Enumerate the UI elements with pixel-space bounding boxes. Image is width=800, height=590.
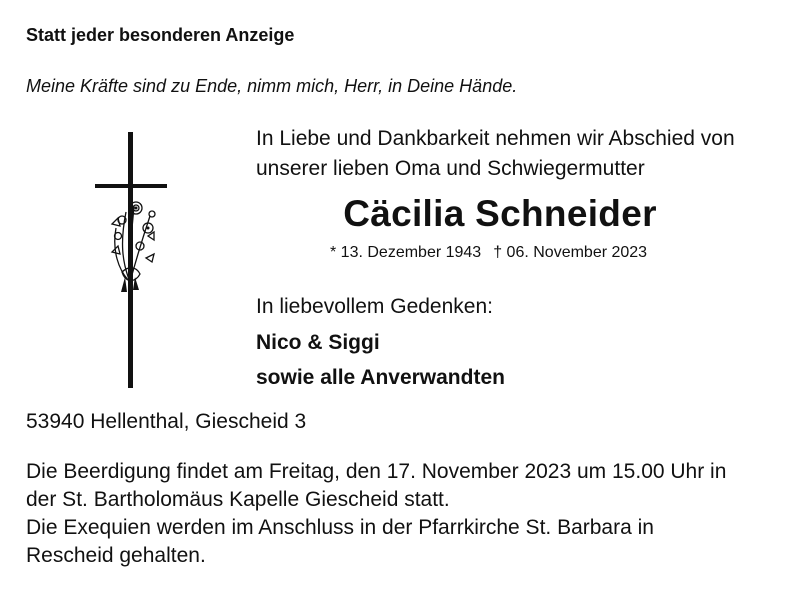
memory-label: In liebevollem Gedenken: — [256, 295, 493, 318]
funeral-line: Die Exequien werden im Anschluss in der Pfarrkirche St. Barbara in — [26, 516, 654, 539]
intro-line: unserer lieben Oma und Schwiegermutter — [256, 157, 645, 180]
deceased-name: Cäcilia Schneider — [343, 193, 657, 234]
notice-heading: Statt jeder besonderen Anzeige — [26, 25, 295, 45]
life-dates — [330, 244, 647, 262]
death-date: † 06. November 2023 — [493, 244, 648, 261]
funeral-line: Die Beerdigung findet am Freitag, den 17. November 2023 um 15.00 Uhr in — [26, 460, 727, 483]
birth-date: * 13. Dezember 1943 — [330, 244, 482, 261]
motto-quote: Meine Kräfte sind zu Ende, nimm mich, Herr, in Deine Hände. — [26, 76, 518, 96]
intro-line: In Liebe und Dankbarkeit nehmen wir Abschied von — [256, 127, 735, 150]
funeral-line: der St. Bartholomäus Kapelle Giescheid statt. — [26, 488, 450, 511]
address: 53940 Hellenthal, Giescheid 3 — [26, 410, 307, 433]
cross-with-flowers-icon — [92, 132, 172, 388]
funeral-details — [26, 458, 776, 570]
mourner-names: Nico & Siggi — [256, 331, 380, 354]
intro-text — [256, 124, 735, 184]
funeral-line: Rescheid gehalten. — [26, 544, 206, 567]
mourner-relatives: sowie alle Anverwandten — [256, 366, 505, 389]
